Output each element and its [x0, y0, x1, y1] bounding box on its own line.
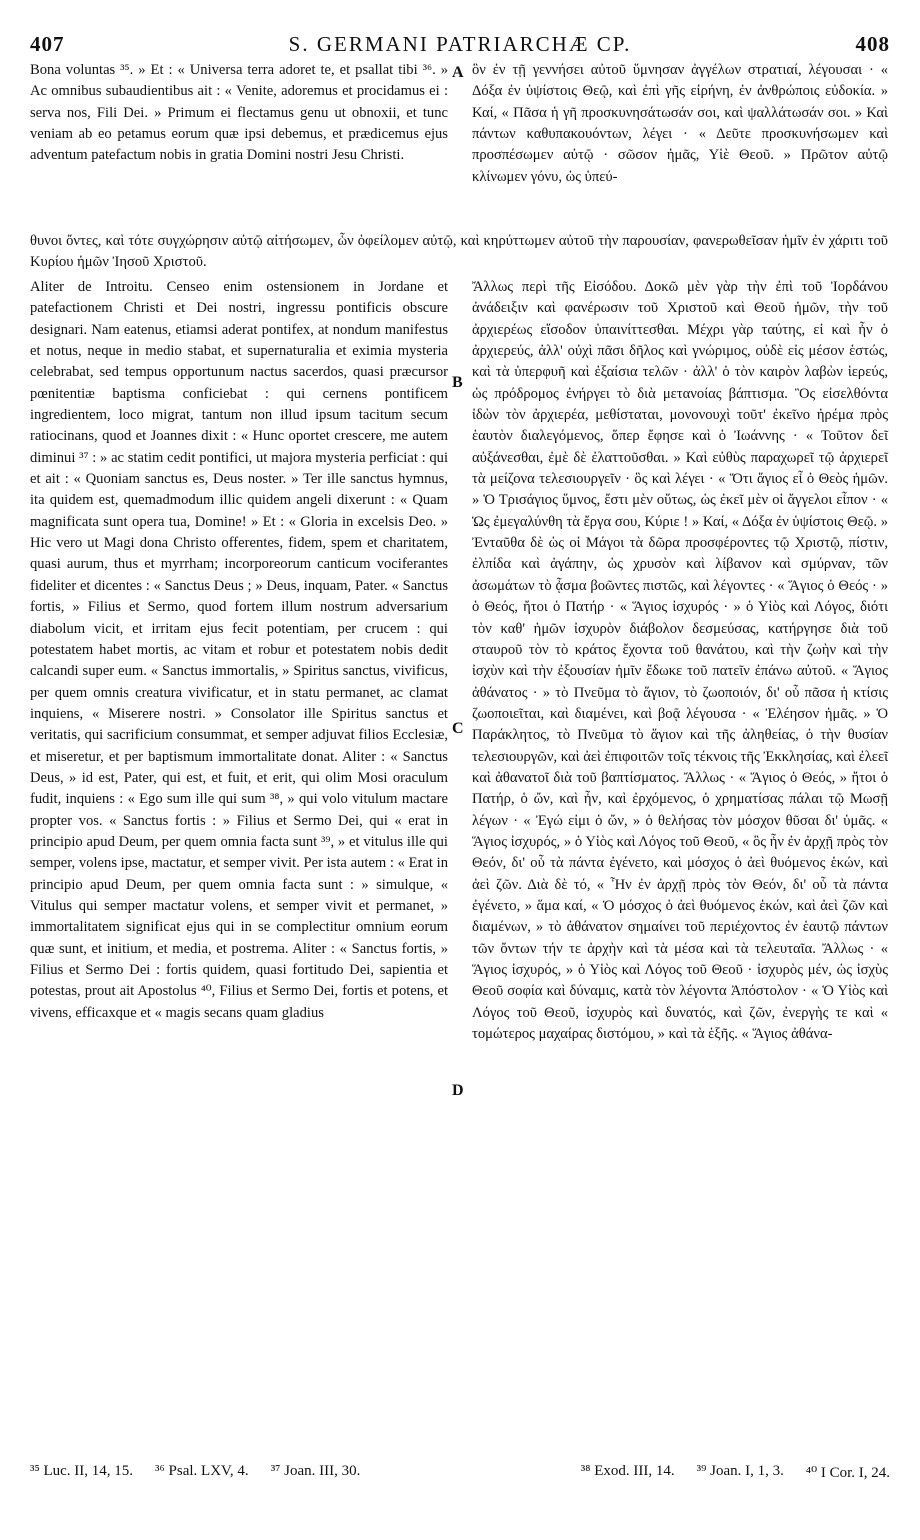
footnotes-right: [581, 1463, 890, 1487]
latin-column-main: [30, 277, 448, 1024]
greek-spanning-line: θυνοι ὄντες, καὶ τότε συγχώρησιν αὐτῷ αἰτήσωμεν, ὧν ὀφείλομεν αὐτῷ, καὶ κηρύττωμεν αὐτοῦ τὴν παρουσίαν, φανερωθεῖσαν ἡμῖν ἐν χάριτι τοῦ Κυρίου ἡμῶν Ἰησοῦ Χριστοῦ.: [30, 233, 888, 271]
footnotes-left: [30, 1463, 360, 1487]
margin-marker-d: D: [452, 1082, 464, 1099]
running-header: [30, 32, 890, 62]
greek-column-main: [472, 277, 888, 1045]
running-title: S. GERMANI PATRIARCHÆ CP.: [288, 32, 632, 56]
footnote-36: ³⁶ Psal. LXV, 4.: [155, 1463, 249, 1479]
latin-column-top: [30, 60, 448, 167]
latin-paragraph-top: Bona voluntas ³⁵. » Et : « Universa terra adoret te, et psallat tibi ³⁶. » Ac omnibus subaudientibus ait : « Venite, adoremus et procidamus ei : serva nos, Fili Dei. » Primum ei flectamus genu ut obnoxii, et tunc veniam ab eo petamus eorum quæ ipsi debemus, et prædicemus ejus adventum patefactum nobis in gratia Domini nostri Jesu Christi.: [30, 62, 448, 164]
footnotes: [30, 1463, 890, 1487]
footnote-37: ³⁷ Joan. III, 30.: [270, 1463, 361, 1479]
page-number-right: 408: [855, 32, 890, 56]
page-number-left: 407: [30, 32, 65, 56]
greek-paragraph-top: ὃν ἐν τῇ γεννήσει αὐτοῦ ὕμνησαν ἀγγέλων στρατιαί, λέγουσαι · « Δόξα ἐν ὑψίστοις Θεῷ, καὶ ἐπὶ γῆς εἰρήνη, ἐν ἀνθρώποις εὐδοκία. » Καί, « Πᾶσα ἡ γῆ προσκυνησάτωσάν σοι, καὶ ψαλλάτωσάν σοι. » Καὶ πάντων καθυπακουόντων, λέγει · « Δεῦτε προσκυνήσωμεν καὶ προσπέσωμεν αὐτῷ · σῶσον ἡμᾶς, Υἱὲ Θεοῦ. » Πρῶτον αὐτῷ κλίνωμεν γόνυ, ὡς ὑπεύ-: [472, 62, 888, 185]
margin-marker-c: C: [452, 720, 464, 737]
footnote-39: ³⁹ Joan. I, 1, 3.: [696, 1463, 784, 1479]
margin-marker-b: B: [452, 374, 463, 391]
greek-column-top: [472, 60, 888, 188]
footnote-38: ³⁸ Exod. III, 14.: [580, 1463, 675, 1479]
latin-paragraph-main: Aliter de Introitu. Censeo enim ostensionem in Jordane et patefactionem Christi et Dei nostri, ingressu pontificis obscure designari. Nam eatenus, etiamsi aderat pontifex, at nondum manifestus et notus, neque in medio stabat, et supernaturalia et eximia mysteria celebrabat, sed tempus opportunum nactus sacerdos, quasi præcursor pœnitentiæ baptisma conficiebat : qui cernens pontificem ingredientem, loco migrat, tantum non illud ipsum tacitum secum ratiocinans, quod et Joannes dixit : « Hunc oportet crescere, me autem diminui ³⁷ : » ac statim cedit pontifici, ut majora mysteria perficiat : qui et ait : « Quoniam sanctus es, Deus noster. » Ter ille sanctus hymnus, ita quidem est, quemadmodum illic quidem angeli dixerunt : « Quam magnificata sunt opera tua, Domine! » Et : « Gloria in excelsis Deo. » Hic vero ut Magi dona Christo offerentes, fidem, spem et charitatem, quasi aurum, thus et myrrham; incorporeorum canticum vociferantes fideliter et dicentes : « Sanctus Deus ; » Deus, inquam, Pater. « Sanctus fortis, » Filius et Sermo, quod fortem illum nostrum adversarium diabolum vicit, et irritam ejus fecit potentiam, per crucem : qui potestatem habet mortis, ac vitam et robur et potestatem nobis dedit calcandi super eum. « Sanctus immortalis, » Spiritus sanctus, vivificus, per quem omnis creatura vivificatur, et in statu permanet, ac clamat inquiens, « Miserere nostri. » Consolator ille Spiritus sanctus et veritatis, qui sacrificium consummat, et semper adjuvat filios Ecclesiæ, et miseretur, et per baptismum immortalitate donat. Aliter : « Sanctus Deus, » id est, Pater, qui est, et fuit, et erit, qui olim Mosi oraculum fudit, inquiens : « Ego sum ille qui sum ³⁸, » qui volo vitulum mactare propter vos. « Sanctus fortis : » Filius et Sermo Dei, qui « erat in principio apud Deum, per quem omnia facta sunt ³⁹, » et vitulus ille qui semper, volens ipse, mactatur, et semper vivit. Per ista autem : « Erat in principio apud Deum, per quem omnia facta sunt : » simulque, « Vitulus qui semper mactatur volens, et semper vivit et permanet, » immortalitatem significat ejus qui in se complectitur omnium eorum quæ sunt, et initium, et media, et postrema. Aliter : « Sanctus fortis, » Filius et Sermo Dei : fortis quidem, quasi fortitudo Dei, sapientia et potestas, prout ait Apostolus ⁴⁰, Filius et Sermo Dei, fortis et potens, et vivens, efficaxque et « magis secans quam gladius: [30, 279, 448, 1021]
footnote-40: ⁴⁰ I Cor. I, 24.: [805, 1465, 890, 1481]
footnote-35: ³⁵ Luc. II, 14, 15.: [30, 1463, 134, 1479]
greek-paragraph-main: Ἄλλως περὶ τῆς Εἰσόδου. Δοκῶ μὲν γὰρ τὴν ἐπὶ τοῦ Ἰορδάνου ἀνάδειξιν καὶ φανέρωσιν τοῦ Χριστοῦ καὶ Θεοῦ ἡμῶν, τὴν τοῦ ἀρχιερέως εἴσοδον ὑπαινίττεσθαι. Μέχρι γὰρ ταύτης, εἰ καὶ ἦν ὁ ἀρχιερεύς, ἀλλ' οὐχὶ πᾶσι δῆλος καὶ γνώριμος, οὐδὲ εἰς μέσον ἑστώς, καὶ τὰ ὑπερφυῆ καὶ ἐξαίσια τελῶν · ἀλλ' ὁ τὸν καιρὸν λαβὼν ἱερεύς, ὡς πρόδρομος ἐνήργει τὸ διὰ μετανοίας βάπτισμα. Ὃς εἰσελθόντα ἰδὼν τὸν ἀρχιερέα, μεθίσταται, μονονουχὶ τοῦτ' ἐκεῖνο ἠρέμα πρὸς ἑαυτὸν διαλεγόμενος, ὅπερ ἔφησε καὶ ὁ Ἰωάννης · « Τοῦτον δεῖ αὐξάνεσθαι, ἐμὲ δὲ ἐλαττοῦσθαι. » Καὶ εὐθὺς παραχωρεῖ τῷ ἀρχιερεῖ τὰ μείζονα τελεσιουργεῖν · ὃς καὶ λέγει · « Ὅτι ἅγιος εἶ ὁ Θεὸς ἡμῶν. » Ὁ Τρισάγιος ὕμνος, ἔστι μὲν οὕτως, ὡς ἐκεῖ μὲν οἱ ἄγγελοι εἶπον · « Ὡς ἐμεγαλύνθη τὰ ἔργα σου, Κύριε ! » Καί, « Δόξα ἐν ὑψίστοις Θεῷ. » Ἐνταῦθα δὲ ὡς οἱ Μάγοι τὰ δῶρα προσφέροντες τῷ Χριστῷ, πίστιν, ἐλπίδα καὶ ἀγάπην, ὡς χρυσὸν καὶ λίβανον καὶ σμύρναν, τῶν ἀσωμάτων τὸ ᾆσμα βοῶντες πιστῶς, καὶ λέγοντες · « Ἅγιος ὁ Θεός · » ὁ Θεός, ἤτοι ὁ Πατήρ · « Ἅγιος ἰσχυρός · » ὁ Υἱὸς καὶ Λόγος, διότι τὸν καθ' ἡμῶν ἰσχυρὸν διάβολον δεσμεύσας, κατήργησε διὰ τοῦ σταυροῦ τὸν τὸ κράτος ἔχοντα τοῦ θανάτου, καὶ τὴν ζωὴν καὶ τὴν ἰσχὺν καὶ τὴν ἐξουσίαν ἡμῖν ἔδωκε τοῦ πατεῖν ἐπάνω αὐτοῦ. « Ἅγιος ἀθάνατος · » τὸ Πνεῦμα τὸ ἅγιον, τὸ ζωοποιόν, δι' οὗ πᾶσα ἡ κτίσις ζωοποιεῖται, καὶ διαμένει, καὶ βοᾷ λέγουσα · « Ἐλέησον ἡμᾶς. » Ὁ Παράκλητος, τὸ Πνεῦμα τὸ ἅγιον καὶ τῆς ἀληθείας, ὁ τὴν θυσίαν τελεσιουργῶν, καὶ ἀεὶ ἐπιφοιτῶν τοῖς τέκνοις τῆς Ἐκκλησίας, καὶ ἐλεεῖ καὶ ἀθανατοῖ διὰ τοῦ βαπτίσματος. Ἄλλως · « Ἅγιος ὁ Θεός, » ἤτοι ὁ Πατήρ, ὁ ὤν, καὶ ἦν, καὶ ἐρχόμενος, ὁ χρηματίσας πάλαι τῷ Μωσῇ λέγων · « Ἐγώ εἰμι ὁ ὤν, » ὁ θελήσας τὸν μόσχον θῦσαι δι' ὑμᾶς. « Ἅγιος ἰσχυρός, » ὁ Υἱὸς καὶ Λόγος τοῦ Θεοῦ, « ὃς ἦν ἐν ἀρχῇ πρὸς τὸν Θεόν, δι' οὗ τὰ πάντα ἐγένετο, καὶ μόσχος ὁ ἀεὶ θυόμενος ἑκών, καὶ ἀεὶ ζῶν. Διὰ δὲ τό, « Ἦν ἐν ἀρχῇ πρὸς τὸν Θεόν, δι' οὗ τὰ πάντα ἐγένετο, » ἅμα καί, « Ὁ μόσχος ὁ ἀεὶ θυόμενος ἑκών, καὶ ἀεὶ ζῶν καὶ διαμένων, » τὸ ἀθάνατον σημαίνει τοῦ περιέχοντος ἐν ἑαυτῷ πάντων τῶν ὄντων τήν τε ἀρχὴν καὶ τὰ μέσα καὶ τὰ τελευταῖα. Ἄλλως · « Ἅγιος ἰσχυρός, » ὁ Υἱὸς καὶ Λόγος τοῦ Θεοῦ · ἰσχυρὸς μέν, ὡς ἰσχὺς Θεοῦ σοφία καὶ δύναμις, κατὰ τὸν λέγοντα Ἀπόστολον · « Ὁ Υἱὸς καὶ Λόγος τοῦ Θεοῦ, ἰσχυρὸς καὶ δυνατός, καὶ ζῶν, ἐνεργὴς τε καὶ « τομώτερος μαχαίρας διστόμου, » καὶ τὰ ἑξῆς. « Ἅγιος ἀθάνα-: [472, 279, 888, 1043]
margin-marker-a: A: [452, 64, 464, 81]
